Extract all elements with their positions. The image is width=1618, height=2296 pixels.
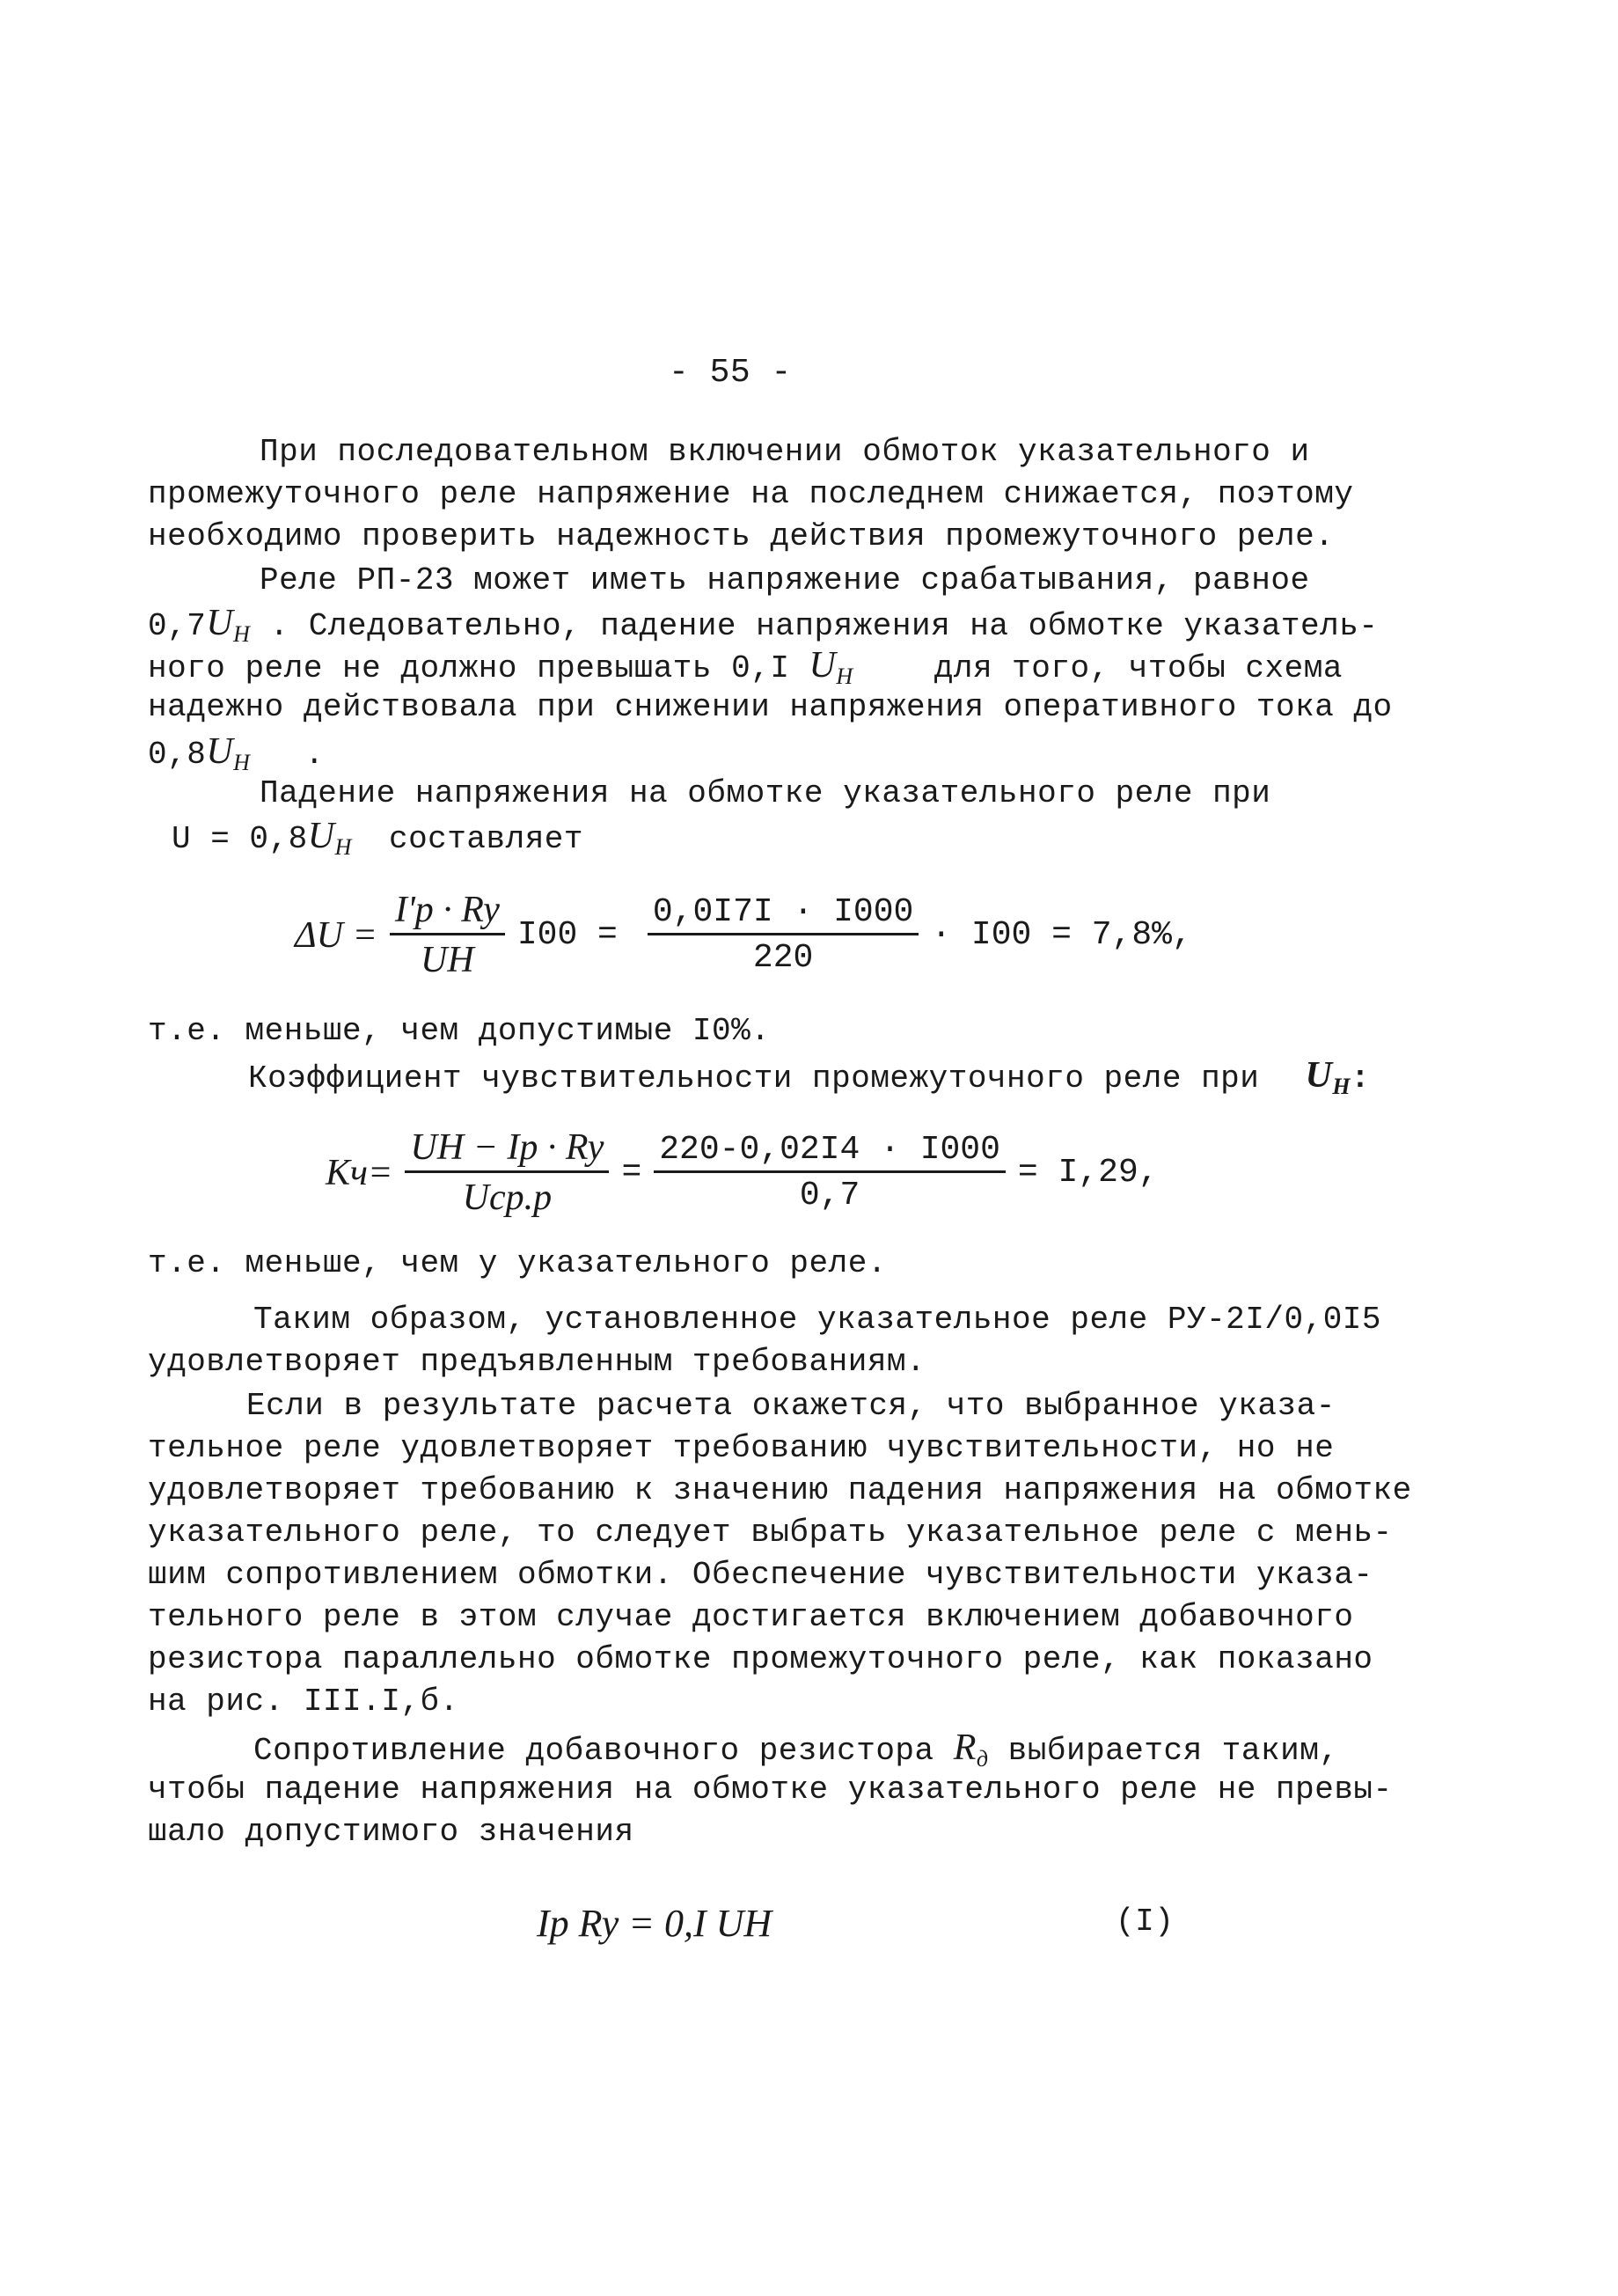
equation-3-formula: Ip Ry = 0,I UH <box>537 1902 772 1945</box>
text: . <box>304 737 325 773</box>
equation-2-symbolic-fraction <box>405 1126 609 1219</box>
text: для того, чтобы схема <box>933 650 1343 686</box>
u-nominal-subscript: H <box>836 664 853 690</box>
equation-1-numerator: I'p · Ry <box>390 889 505 935</box>
paragraph-1-line-1: При последовательном включении обмоток указательного и <box>260 434 1310 470</box>
equation-1-lhs: ΔU = <box>295 914 377 956</box>
u-nominal-symbol: U <box>206 731 234 772</box>
equation-2-numeric-numerator: 220-0,02I4 · I000 <box>654 1131 1006 1173</box>
text: Коэффициент чувствительности промежуточного реле при <box>248 1060 1260 1097</box>
paragraph-7-line-2: чтобы падение напряжения на обмотке указательного реле не превы- <box>148 1772 1393 1808</box>
text: . Следовательно, падение напряжения на обмотке указатель- <box>269 608 1379 644</box>
equation-1-multiplier: I00 = <box>516 916 618 954</box>
paragraph-6-line-7: резистора параллельно обмотке промежуточного реле, как показано <box>148 1641 1373 1677</box>
equation-2-equals: = <box>621 1154 642 1192</box>
paragraph-1-line-3: необходимо проверить надежность действия промежуточного реле. <box>148 518 1335 554</box>
u-nominal-symbol: U <box>1305 1055 1333 1096</box>
equation-2-numeric-fraction <box>654 1131 1006 1214</box>
paragraph-6-line-5: шим сопротивлением обмотки. Обеспечение чувствительности указа- <box>148 1557 1373 1593</box>
paragraph-6-line-8: на рис. III.I,б. <box>148 1683 459 1720</box>
equation-1-denominator: UH <box>421 940 474 980</box>
paragraph-4-line-1 <box>248 1054 1370 1108</box>
equation-1-result: · I00 = 7,8%, <box>931 916 1192 954</box>
r-additional-symbol: R <box>953 1728 977 1768</box>
paragraph-3-line-2 <box>172 815 583 869</box>
equation-3 <box>537 1901 772 1946</box>
paragraph-5-line-2: удовлетворяет предъявленным требованиям. <box>148 1344 926 1380</box>
equation-1-numeric-fraction <box>648 893 919 977</box>
text: ного реле не должно превышать 0,I <box>148 650 790 686</box>
text: U = 0,8 <box>172 821 308 857</box>
paragraph-6-line-4: указательного реле, то следует выбрать указательное реле с мень- <box>148 1515 1393 1551</box>
paragraph-6-line-3: удовлетворяет требованию к значению падения напряжения на обмотке <box>148 1472 1412 1508</box>
text: Сопротивление добавочного резистора <box>253 1733 934 1769</box>
paragraph-6-line-6: тельного реле в этом случае достигается включением добавочного <box>148 1599 1354 1635</box>
page-number: - 55 - <box>669 354 792 392</box>
equation-2-denominator: Uср.р <box>462 1177 553 1218</box>
equation-1-symbolic-fraction <box>390 889 505 981</box>
paragraph-5-line-1: Таким образом, установленное указательное реле РУ-2I/0,0I5 <box>253 1302 1382 1338</box>
paragraph-2-line-1: Реле РП-23 может иметь напряжение срабатывания, равное <box>260 562 1310 598</box>
equation-1-numeric-numerator: 0,0I7I · I000 <box>648 893 919 935</box>
u-nominal-subscript: H <box>233 750 251 776</box>
paragraph-7-line-3: шало допустимого значения <box>148 1814 634 1850</box>
paragraph-1-line-2: промежуточного реле напряжение на последнем снижается, поэтому <box>148 476 1354 512</box>
u-nominal-symbol: U <box>307 816 335 856</box>
text-after-equation-2: т.е. меньше, чем у указательного реле. <box>148 1245 887 1281</box>
text: составляет <box>388 821 584 857</box>
paragraph-2-line-4: надежно действовала при снижении напряжения оперативного тока до <box>148 689 1393 725</box>
equation-1-numeric-denominator: 220 <box>752 939 814 977</box>
text: 0,7 <box>148 608 207 644</box>
equation-2-lhs: Kч= <box>326 1152 393 1193</box>
equation-2-result: = I,29, <box>1017 1154 1159 1192</box>
text-after-equation-1: т.е. меньше, чем допустимые I0%. <box>148 1013 771 1049</box>
u-nominal-subscript: H <box>1332 1074 1351 1100</box>
r-additional-subscript: д <box>976 1746 989 1772</box>
equation-2 <box>326 1126 1159 1219</box>
u-nominal-subscript: H <box>334 834 352 861</box>
equation-2-numerator: UH − Ip · Ry <box>405 1126 609 1173</box>
paragraph-3-line-1: Падение напряжения на обмотке указательного реле при <box>260 775 1271 811</box>
u-nominal-symbol: U <box>206 603 234 643</box>
equation-1 <box>295 889 1192 981</box>
u-nominal-subscript: H <box>233 621 251 648</box>
paragraph-6-line-2: тельное реле удовлетворяет требованию чувствительности, но не <box>148 1430 1335 1466</box>
text: выбирается таким, <box>1007 1733 1339 1769</box>
text: 0,8 <box>148 737 207 773</box>
colon: : <box>1351 1060 1371 1097</box>
u-nominal-symbol: U <box>809 645 837 686</box>
equation-3-number: (I) <box>1116 1904 1175 1940</box>
paragraph-6-line-1: Если в результате расчета окажется, что выбранное указа- <box>246 1388 1336 1424</box>
equation-2-numeric-denominator: 0,7 <box>799 1177 860 1214</box>
